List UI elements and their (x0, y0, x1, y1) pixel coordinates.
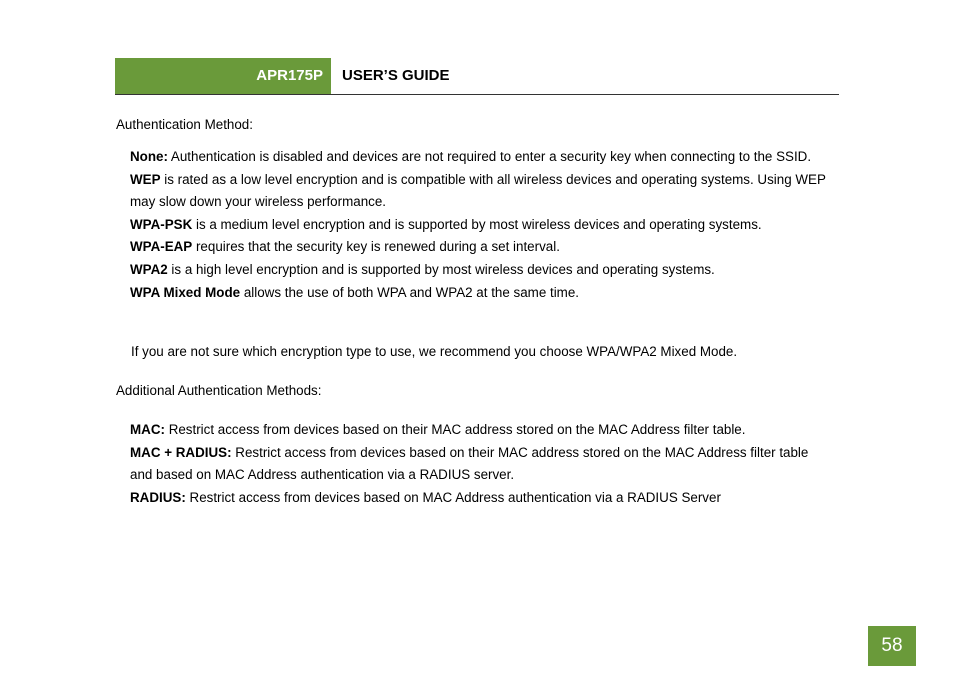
auth-item-wpa-psk (130, 214, 830, 237)
auth-item-wpa-eap (130, 236, 830, 259)
additional-item-radius (130, 487, 830, 510)
additional-item-mac-radius (130, 442, 830, 487)
auth-item-none (130, 146, 830, 169)
auth-desc: Restrict access from devices based on their MAC address stored on the MAC Address filter table. (164, 422, 746, 437)
auth-desc: allows the use of both WPA and WPA2 at the same time. (240, 284, 580, 300)
auth-term: WEP (130, 171, 161, 187)
auth-item-wpa-mixed (130, 282, 830, 305)
header-model-band (115, 58, 331, 94)
auth-term: None: (130, 149, 168, 164)
auth-term: RADIUS: (130, 489, 186, 505)
additional-item-mac (130, 419, 830, 442)
auth-desc: is a high level encryption and is supported by most wireless devices and operating systems. (167, 261, 715, 277)
auth-term: MAC: (130, 422, 165, 437)
additional-auth-list (130, 419, 830, 509)
auth-desc: is rated as a low level encryption and is compatible with all wireless devices and operating systems. Using WEP may slow down your wireless performance. (130, 171, 826, 210)
auth-desc: requires that the security key is renewed during a set interval. (192, 239, 560, 255)
header-title: USER’S GUIDE (342, 67, 450, 84)
auth-term: WPA-PSK (130, 216, 193, 232)
auth-item-wep (130, 169, 830, 214)
page-number: 58 (868, 626, 916, 666)
auth-desc: Restrict access from devices based on MAC Address authentication via a RADIUS Server (185, 489, 721, 505)
auth-term: MAC + RADIUS: (130, 444, 232, 460)
auth-term: WPA2 (130, 261, 168, 277)
encryption-recommendation: If you are not sure which encryption type to use, we recommend you choose WPA/WPA2 Mixed Mode. (131, 344, 738, 359)
auth-desc: Authentication is disabled and devices are not required to enter a security key when connecting to the SSID. (167, 149, 812, 164)
auth-desc: is a medium level encryption and is supported by most wireless devices and operating systems. (192, 216, 762, 232)
auth-method-list (130, 146, 830, 304)
additional-auth-heading: Additional Authentication Methods: (116, 383, 322, 398)
auth-term: WPA Mixed Mode (130, 284, 241, 300)
page-header (115, 58, 839, 95)
auth-desc: Restrict access from devices based on their MAC address stored on the MAC Address filter table and based on MAC Address authentication via a RADIUS server. (130, 444, 809, 483)
auth-term: WPA-EAP (130, 239, 193, 255)
auth-item-wpa2 (130, 259, 830, 282)
header-model: APR175P (256, 67, 323, 84)
auth-method-heading: Authentication Method: (116, 117, 253, 132)
